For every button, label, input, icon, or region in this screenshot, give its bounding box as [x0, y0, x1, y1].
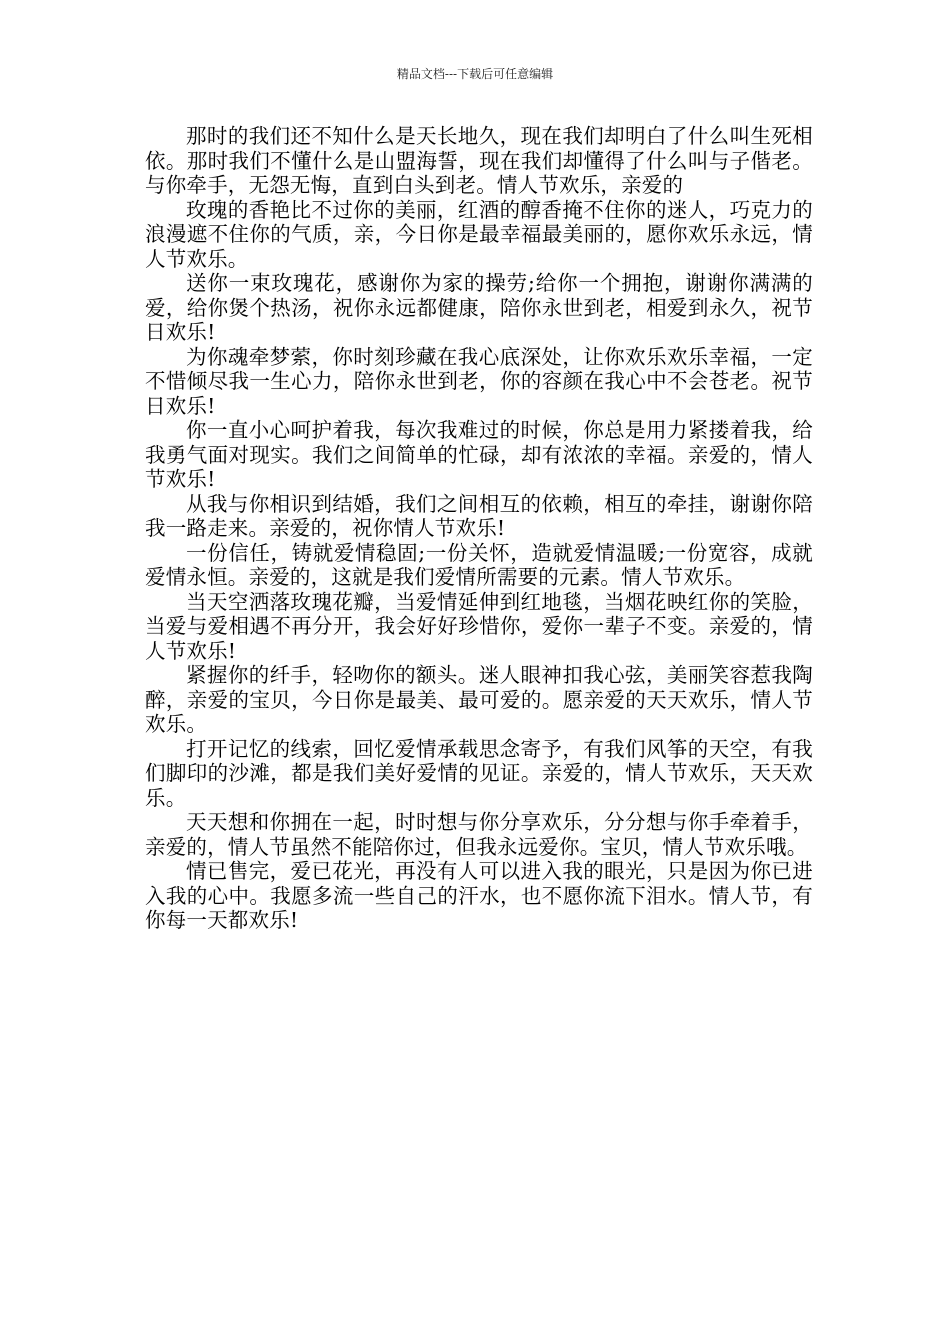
paragraph: 天天想和你拥在一起，时时想与你分享欢乐，分分想与你手牵着手，亲爱的，情人节虽然不能陪你过，但我永远爱你。宝贝，情人节欢乐哦。 — [145, 810, 813, 859]
paragraph: 从我与你相识到结婚，我们之间相互的依赖，相互的牵挂，谢谢你陪我一路走来。亲爱的，祝你情人节欢乐! — [145, 491, 813, 540]
paragraph: 送你一束玫瑰花，感谢你为家的操劳;给你一个拥抱，谢谢你满满的爱，给你煲个热汤，祝你永远都健康，陪你永世到老，相爱到永久，祝节日欢乐! — [145, 271, 813, 344]
paragraph: 紧握你的纤手，轻吻你的额头。迷人眼神扣我心弦，美丽笑容惹我陶醉，亲爱的宝贝，今日你是最美、最可爱的。愿亲爱的天天欢乐，情人节欢乐。 — [145, 663, 813, 736]
document-body — [145, 124, 813, 933]
paragraph: 那时的我们还不知什么是天长地久，现在我们却明白了什么叫生死相依。那时我们不懂什么是山盟海誓，现在我们却懂得了什么叫与子偕老。与你牵手，无怨无悔，直到白头到老。情人节欢乐，亲爱的 — [145, 124, 813, 197]
paragraph: 玫瑰的香艳比不过你的美丽，红酒的醇香掩不住你的迷人，巧克力的浪漫遮不住你的气质，亲，今日你是最幸福最美丽的，愿你欢乐永远，情人节欢乐。 — [145, 197, 813, 271]
paragraph: 一份信任，铸就爱情稳固;一份关怀，造就爱情温暖;一份宽容，成就爱情永恒。亲爱的，这就是我们爱情所需要的元素。情人节欢乐。 — [145, 540, 813, 589]
paragraph: 你一直小心呵护着我，每次我难过的时候，你总是用力紧搂着我，给我勇气面对现实。我们之间简单的忙碌，却有浓浓的幸福。亲爱的，情人节欢乐! — [145, 418, 813, 491]
paragraph: 当天空洒落玫瑰花瓣，当爱情延伸到红地毯，当烟花映红你的笑脸，当爱与爱相遇不再分开，我会好好珍惜你，爱你一辈子不变。亲爱的，情人节欢乐! — [145, 589, 813, 663]
paragraph: 情已售完，爱已花光，再没有人可以进入我的眼光，只是因为你已进入我的心中。我愿多流一些自己的汗水，也不愿你流下泪水。情人节，有你每一天都欢乐! — [145, 859, 813, 932]
paragraph: 为你魂牵梦萦，你时刻珍藏在我心底深处，让你欢乐欢乐幸福，一定不惜倾尽我一生心力，陪你永世到老，你的容颜在我心中不会苍老。祝节日欢乐! — [145, 344, 813, 418]
paragraph: 打开记忆的线索，回忆爱情承载思念寄予，有我们风筝的天空，有我们脚印的沙滩，都是我们美好爱情的见证。亲爱的，情人节欢乐，天天欢乐。 — [145, 736, 813, 810]
page-header: 精品文档---下载后可任意编辑 — [396, 67, 554, 81]
